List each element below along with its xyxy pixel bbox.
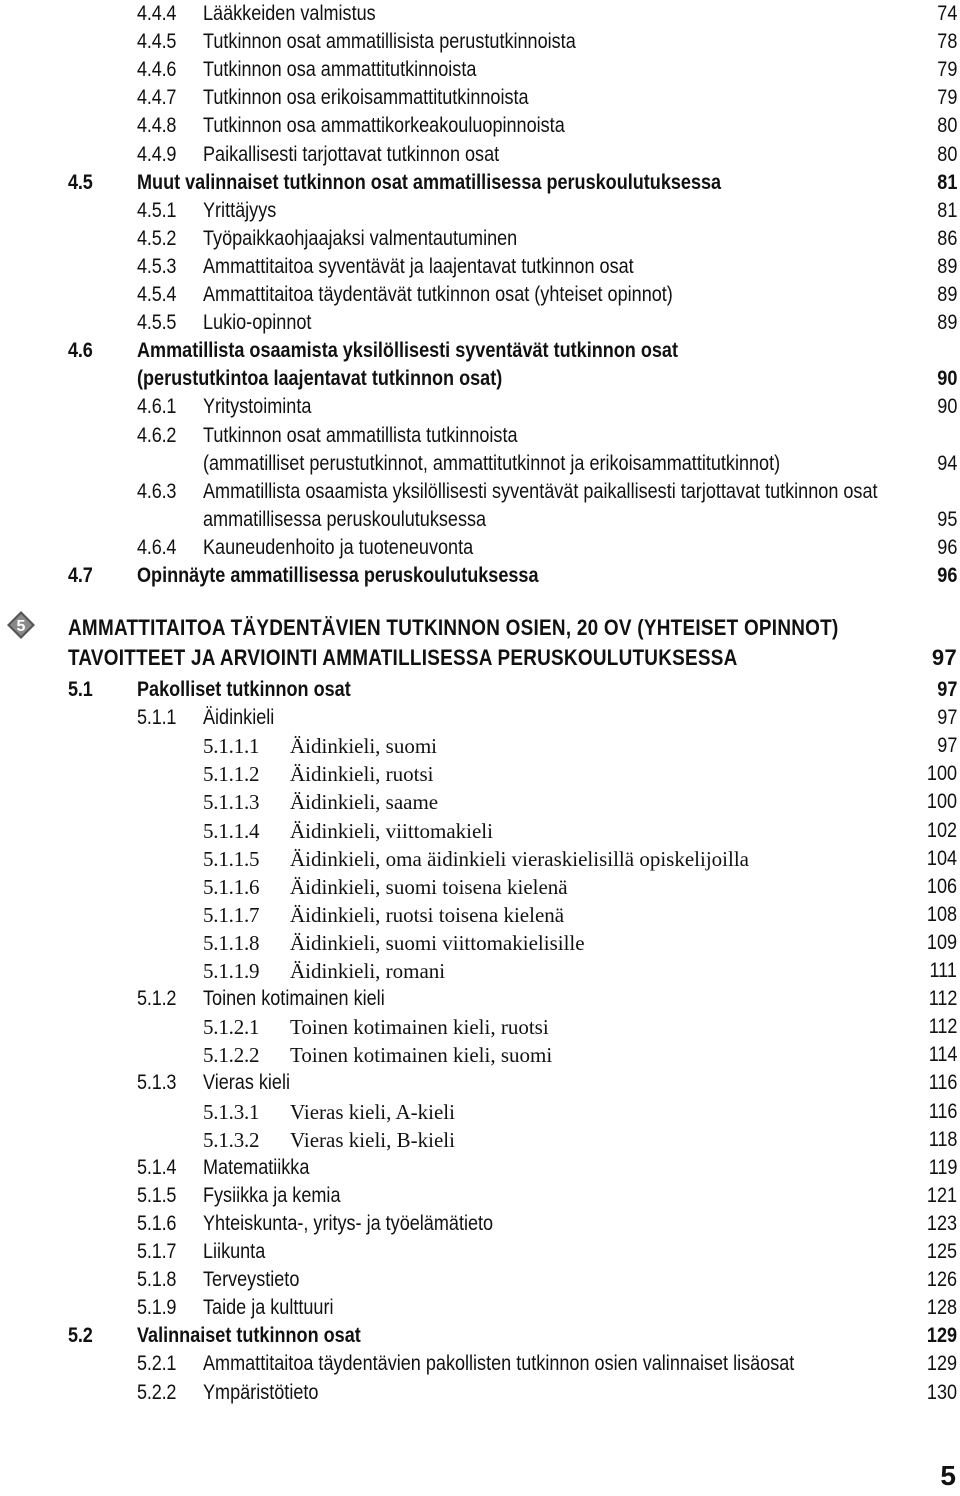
toc-entry-title: Paikallisesti tarjottavat tutkinnon osat	[203, 142, 500, 166]
toc-entry-title: Kauneudenhoito ja tuoteneuvonta	[203, 535, 474, 559]
toc-entry-number: 4.6	[68, 339, 93, 363]
toc-entry-number: 5.1.2.2	[203, 1043, 260, 1068]
toc-entry-title: Yrittäjyys	[203, 198, 277, 222]
toc-entry-title: Lääkkeiden valmistus	[203, 2, 376, 25]
toc-entry-page: 97	[936, 706, 957, 730]
toc-entry-page: 125	[926, 1240, 957, 1263]
toc-entry-page: 129	[926, 1324, 957, 1348]
toc-entry-title: Taide ja kulttuuri	[203, 1296, 334, 1320]
toc-entry-page: 97	[936, 678, 957, 701]
toc-entry-title: Lukio-opinnot	[203, 311, 312, 335]
toc-entry-number: 5.1.1	[137, 706, 177, 730]
toc-entry-title: Ammattitaitoa täydentävät tutkinnon osat (yhteiset opinnot)	[203, 283, 673, 306]
toc-entry-number: 5.1.1.3	[203, 790, 260, 815]
toc-entry-number: 5.1	[68, 678, 93, 701]
toc-entry-page: 109	[926, 930, 957, 954]
toc-entry-page: 96	[936, 535, 957, 559]
toc-entry-page: 119	[928, 1155, 957, 1179]
toc-entry-title: Toinen kotimainen kieli, ruotsi	[290, 1015, 549, 1040]
toc-entry-page: 129	[926, 1352, 957, 1376]
toc-entry-title: Fysiikka ja kemia	[203, 1183, 341, 1207]
toc-entry-title-continued: ammatillisessa peruskoulutuksessa	[203, 507, 487, 531]
toc-entry-number: 4.5.1	[137, 198, 177, 222]
toc-entry-page: 128	[926, 1296, 957, 1320]
toc-entry-number: 4.5.2	[137, 226, 177, 250]
toc-entry-number: 5.1.1.4	[203, 818, 260, 843]
toc-entry-title: Äidinkieli, ruotsi	[290, 762, 434, 787]
toc-entry-title: Vieras kieli	[203, 1071, 290, 1095]
toc-entry-page: 126	[926, 1268, 957, 1292]
toc-entry-title: Ammattitaitoa täydentävien pakollisten tutkinnon osien valinnaiset lisäosat	[203, 1352, 795, 1376]
toc-entry-page: 97	[936, 734, 957, 758]
toc-entry-number: 4.6.4	[137, 535, 177, 559]
toc-entry-title: Yritystoiminta	[203, 395, 312, 419]
chapter-title-line-1: AMMATTITAITOA TÄYDENTÄVIEN TUTKINNON OSIEN, 20 OV (YHTEISET OPINNOT)	[68, 615, 839, 640]
toc-entry-title: Vieras kieli, B-kieli	[290, 1127, 455, 1152]
toc-entry-number: 5.1.1.9	[203, 959, 260, 983]
toc-entry-page: 94	[936, 451, 957, 475]
toc-entry-title: Valinnaiset tutkinnon osat	[137, 1324, 361, 1348]
toc-entry-title: Matematiikka	[203, 1155, 310, 1179]
toc-entry-number: 5.1.8	[137, 1268, 177, 1292]
toc-entry-number: 5.1.3.2	[203, 1127, 260, 1152]
toc-entry-number: 5.1.1.1	[203, 734, 260, 759]
toc-entry-page: 100	[926, 762, 957, 786]
toc-entry-title: Äidinkieli, suomi viittomakielisille	[290, 930, 585, 955]
toc-entry-number: 4.4.6	[137, 58, 177, 82]
toc-entry-number: 5.1.3.1	[203, 1099, 260, 1124]
toc-entry-title: Opinnäyte ammatillisessa peruskoulutuksessa	[137, 564, 539, 587]
toc-entry-number: 5.1.1.6	[203, 874, 260, 899]
chapter-page-number: 97	[931, 645, 957, 670]
toc-entry-title: Äidinkieli, ruotsi toisena kielenä	[290, 902, 565, 927]
toc-entry-page: 89	[936, 254, 957, 278]
toc-entry-page: 78	[936, 30, 957, 54]
toc-entry-page: 100	[926, 790, 957, 814]
toc-entry-number: 4.4.9	[137, 142, 177, 166]
toc-entry-page: 114	[928, 1043, 957, 1067]
toc-entry-title-continued: (perustutkintoa laajentavat tutkinnon osat)	[137, 367, 503, 391]
toc-entry-title: Pakolliset tutkinnon osat	[137, 678, 351, 701]
chapter-marker-icon	[6, 610, 36, 640]
toc-entry-number: 5.1.1.2	[203, 762, 260, 787]
toc-entry-title: Ympäristötieto	[203, 1380, 319, 1404]
toc-entry-number: 4.6.1	[137, 395, 177, 419]
toc-entry-number: 5.2	[68, 1324, 93, 1348]
toc-entry-number: 5.1.2	[137, 987, 177, 1011]
toc-entry-page: 112	[928, 987, 957, 1011]
toc-entry-page: 80	[936, 142, 957, 166]
toc-entry-title: Terveystieto	[203, 1268, 300, 1292]
toc-entry-title: Äidinkieli, viittomakieli	[290, 818, 493, 843]
toc-entry-number: 5.1.7	[137, 1240, 177, 1263]
toc-entry-page: 86	[936, 226, 957, 250]
toc-entry-title: Ammattitaitoa syventävät ja laajentavat tutkinnon osat	[203, 254, 634, 278]
toc-entry-title: Muut valinnaiset tutkinnon osat ammatillisessa peruskoulutuksessa	[137, 170, 722, 194]
toc-entry-title: Äidinkieli, oma äidinkieli vieraskielisillä opiskelijoilla	[290, 846, 749, 871]
toc-entry-title: Toinen kotimainen kieli, suomi	[290, 1043, 553, 1068]
toc-entry-page: 79	[936, 86, 957, 110]
toc-entry-page: 118	[928, 1127, 957, 1151]
toc-entry-page: 108	[926, 902, 957, 926]
toc-entry-number: 5.1.1.7	[203, 902, 260, 927]
toc-entry-title: Vieras kieli, A-kieli	[290, 1099, 455, 1124]
toc-entry-page: 80	[936, 114, 957, 138]
toc-entry-page: 96	[936, 564, 957, 587]
toc-entry-number: 5.1.2.1	[203, 1015, 260, 1040]
toc-entry-number: 4.4.4	[137, 2, 177, 25]
toc-entry-page: 79	[936, 58, 957, 82]
toc-entry-title: Tutkinnon osa ammattitutkinnoista	[203, 58, 477, 82]
toc-entry-title: Äidinkieli	[203, 706, 275, 730]
svg-text:5: 5	[16, 618, 26, 635]
toc-entry-page: 89	[936, 311, 957, 335]
toc-entry-page: 95	[936, 507, 957, 531]
toc-entry-title-continued: (ammatilliset perustutkinnot, ammattitutkinnot ja erikoisammattitutkinnot)	[203, 451, 781, 475]
toc-entry-page: 81	[936, 198, 957, 222]
toc-entry-page: 116	[928, 1099, 957, 1123]
toc-entry-number: 5.2.1	[137, 1352, 177, 1376]
toc-entry-page: 121	[926, 1183, 957, 1207]
chapter-title-line-2: TAVOITTEET JA ARVIOINTI AMMATILLISESSA PERUSKOULUTUKSESSA	[68, 645, 738, 670]
toc-entry-title: Tutkinnon osa ammattikorkeakouluopinnoista	[203, 114, 565, 138]
toc-entry-number: 5.1.6	[137, 1211, 177, 1235]
toc-entry-number: 4.4.7	[137, 86, 177, 110]
toc-entry-title: Toinen kotimainen kieli	[203, 987, 385, 1011]
toc-entry-number: 5.1.3	[137, 1071, 177, 1095]
toc-entry-page: 74	[936, 2, 957, 25]
toc-entry-page: 89	[936, 283, 957, 306]
toc-entry-page: 112	[928, 1015, 957, 1039]
toc-entry-number: 5.1.4	[137, 1155, 177, 1179]
toc-entry-number: 5.1.1.8	[203, 930, 260, 955]
toc-entry-title: Ammatillista osaamista yksilöllisesti syventävät tutkinnon osat	[137, 339, 678, 363]
toc-entry-number: 5.2.2	[137, 1380, 177, 1404]
toc-entry-title: Äidinkieli, saame	[290, 790, 439, 815]
toc-entry-number: 5.1.1.5	[203, 846, 260, 871]
toc-entry-title: Äidinkieli, romani	[290, 959, 446, 983]
toc-entry-title: Tutkinnon osat ammatillista tutkinnoista	[203, 423, 518, 447]
toc-entry-number: 4.5	[68, 170, 93, 194]
toc-entry-page: 123	[926, 1211, 957, 1235]
toc-entry-title: Tutkinnon osa erikoisammattitutkinnoista	[203, 86, 529, 110]
toc-entry-title: Ammatillista osaamista yksilöllisesti syventävät paikallisesti tarjottavat tutkinnon osat	[203, 479, 878, 503]
toc-entry-page: 130	[926, 1380, 957, 1404]
toc-entry-number: 4.6.2	[137, 423, 177, 447]
toc-entry-number: 4.5.4	[137, 283, 177, 306]
toc-entry-page: 116	[928, 1071, 957, 1095]
toc-entry-page: 111	[929, 959, 957, 982]
toc-entry-page: 104	[926, 846, 957, 870]
toc-entry-title: Työpaikkaohjaajaksi valmentautuminen	[203, 226, 518, 250]
toc-entry-title: Yhteiskunta-, yritys- ja työelämätieto	[203, 1211, 494, 1235]
toc-entry-title: Äidinkieli, suomi toisena kielenä	[290, 874, 568, 899]
toc-entry-number: 5.1.5	[137, 1183, 177, 1207]
toc-entry-page: 102	[926, 818, 957, 842]
toc-entry-title: Tutkinnon osat ammatillisista perustutkinnoista	[203, 30, 576, 54]
toc-entry-number: 5.1.9	[137, 1296, 177, 1320]
toc-entry-title: Liikunta	[203, 1240, 266, 1263]
toc-entry-page: 81	[936, 170, 957, 194]
toc-entry-title: Äidinkieli, suomi	[290, 734, 437, 759]
toc-entry-page: 90	[936, 395, 957, 419]
toc-entry-page: 106	[926, 874, 957, 898]
toc-entry-number: 4.4.8	[137, 114, 177, 138]
toc-entry-number: 4.6.3	[137, 479, 177, 503]
page-number: 5	[940, 1460, 956, 1491]
toc-entry-number: 4.5.3	[137, 254, 177, 278]
toc-entry-page: 90	[936, 367, 957, 391]
toc-entry-number: 4.7	[68, 564, 93, 587]
toc-entry-number: 4.4.5	[137, 30, 177, 54]
toc-entry-number: 4.5.5	[137, 311, 177, 335]
